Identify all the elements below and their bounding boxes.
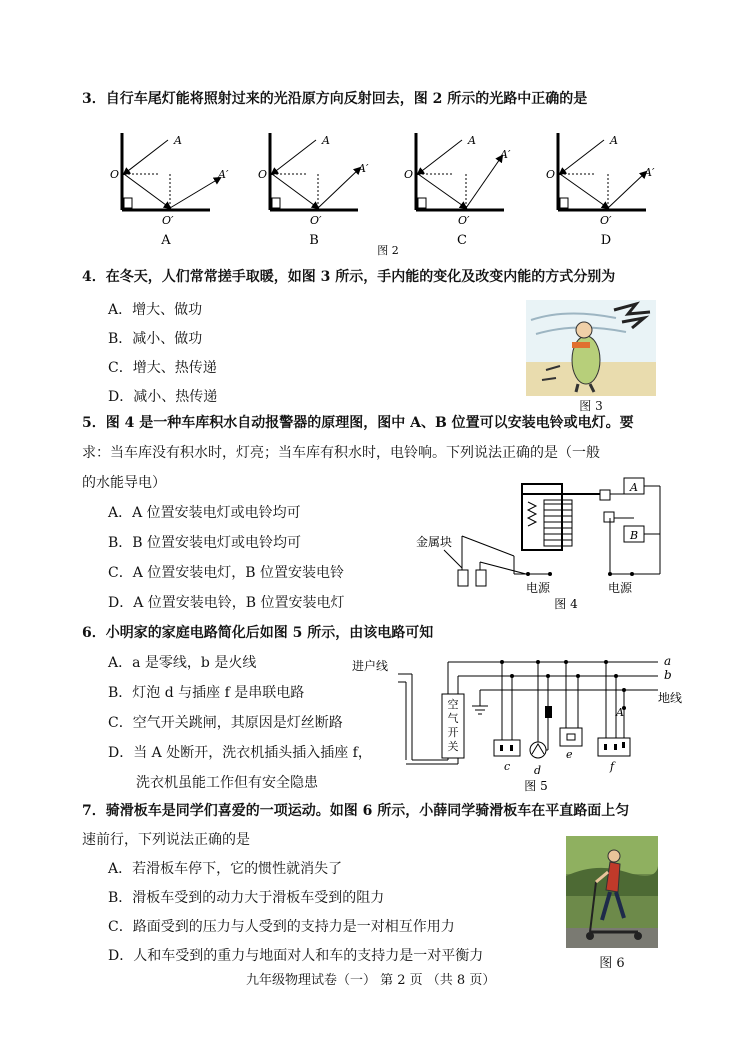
q4-option-d: D．减小、热传递 — [108, 389, 218, 405]
q3-stem: 3．自行车尾灯能将照射过来的光沿原方向反射回去，图 2 所示的光路中正确的是 — [82, 91, 588, 107]
label-a: A — [322, 134, 330, 147]
q5-option-c: C．A 位置安装电灯，B 位置安装电铃 — [108, 565, 345, 581]
q4-stem: 4．在冬天，人们常常搓手取暖，如图 3 所示，手内能的变化及改变内能的方式分别为 — [82, 269, 616, 285]
label-a-prime: A′ — [218, 168, 229, 181]
breaker-char-1: 空 — [447, 698, 459, 711]
label-a: A — [468, 134, 476, 147]
choice-a-label: A — [161, 233, 171, 248]
breaker-char-2: 气 — [447, 712, 459, 725]
fig4-power-label-1: 电源 — [525, 581, 551, 595]
label-a-prime: A′ — [644, 166, 655, 179]
figure-5-caption: 图 5 — [524, 779, 548, 793]
q6-option-d-continued: 洗衣机虽能工作但有安全隐患 — [136, 775, 318, 791]
diagram-c — [404, 133, 511, 227]
q5-option-d: D．A 位置安装电铃，B 位置安装电灯 — [108, 595, 345, 611]
page-footer: 九年级物理试卷（一） 第 2 页 （共 8 页） — [246, 973, 496, 988]
figure-6-caption: 图 6 — [599, 956, 625, 971]
figure-2-caption: 图 2 — [377, 244, 399, 257]
label-a-prime: A′ — [500, 148, 511, 161]
fig5-socket-c-label: c — [504, 760, 511, 773]
fig4-box-b: B — [629, 529, 639, 542]
fig4-box-a: A — [630, 481, 638, 494]
q7-option-d: D．人和车受到的重力与地面对人和车的支持力是一对平衡力 — [108, 948, 484, 964]
q4-option-b: B．减小、做功 — [108, 331, 203, 347]
label-o-prime: O′ — [458, 214, 470, 227]
fig5-ground-label: 地线 — [658, 691, 683, 705]
label-o-prime: O′ — [162, 214, 174, 227]
q4-option-c: C．增大、热传递 — [108, 360, 217, 376]
q6-option-b: B．灯泡 d 与插座 f 是串联电路 — [108, 685, 305, 701]
figure-2 — [100, 128, 680, 258]
breaker-char-3: 开 — [447, 726, 459, 739]
q6-stem: 6．小明家的家庭电路简化后如图 5 所示，由该电路可知 — [82, 625, 434, 641]
choice-c-label: C — [457, 233, 467, 248]
label-o-prime: O′ — [600, 214, 612, 227]
fig5-line-a-label: a — [664, 654, 672, 668]
figure-6-photo — [566, 836, 658, 948]
q7-stem-line-2: 速前行，下列说法正确的是 — [82, 832, 250, 848]
q7-option-b: B．滑板车受到的动力大于滑板车受到的阻力 — [108, 890, 385, 906]
q4-option-a: A．增大、做功 — [108, 302, 203, 318]
label-a: A — [174, 134, 182, 147]
diagram-b — [258, 133, 369, 227]
fig5-lamp-d-label: d — [534, 764, 542, 777]
breaker-char-4: 关 — [447, 740, 459, 753]
q7-option-a: A．若滑板车停下，它的惯性就消失了 — [108, 861, 343, 877]
label-o: O — [258, 168, 268, 181]
fig5-socket-f-label: f — [610, 760, 615, 773]
label-o: O — [110, 168, 120, 181]
choice-d-label: D — [600, 233, 612, 248]
figure-3-illustration — [526, 300, 656, 396]
choice-b-label: B — [309, 233, 319, 248]
q5-option-a: A．A 位置安装电灯或电铃均可 — [108, 505, 301, 521]
figure-4-circuit — [414, 466, 670, 616]
fig5-e-label: e — [566, 748, 573, 761]
fig5-point-a-label: A — [616, 706, 624, 719]
q5-stem-line-1: 5．图 4 是一种车库积水自动报警器的原理图，图中 A、B 位置可以安装电铃或电灯。要 — [82, 415, 634, 431]
q5-option-b: B．B 位置安装电灯或电铃均可 — [108, 535, 302, 551]
label-o: O — [404, 168, 414, 181]
fig5-line-b-label: b — [664, 668, 672, 682]
q6-option-c: C．空气开关跳闸，其原因是灯丝断路 — [108, 715, 343, 731]
q7-stem-line-1: 7．骑滑板车是同学们喜爱的一项运动。如图 6 所示，小薛同学骑滑板车在平直路面上匀 — [82, 803, 630, 819]
q5-stem-line-2: 求：当车库没有积水时，灯亮；当车库有积水时，电铃响。下列说法正确的是（一般 — [82, 445, 600, 461]
q6-option-a: A．a 是零线，b 是火线 — [108, 655, 257, 671]
figure-4-caption: 图 4 — [554, 597, 578, 611]
fig4-power-label-2: 电源 — [607, 581, 633, 595]
label-a-prime: A′ — [358, 162, 369, 175]
figure-3-caption: 图 3 — [579, 399, 603, 413]
diagram-a — [110, 133, 229, 227]
fig5-inlet-label: 进户线 — [352, 659, 389, 673]
diagram-d — [546, 133, 655, 227]
q7-option-c: C．路面受到的压力与人受到的支持力是一对相互作用力 — [108, 919, 455, 935]
figure-5-circuit — [352, 650, 698, 800]
label-a: A — [610, 134, 618, 147]
label-o: O — [546, 168, 556, 181]
q5-stem-line-3: 的水能导电） — [82, 475, 166, 491]
label-o-prime: O′ — [310, 214, 322, 227]
fig4-metal-block-label: 金属块 — [416, 535, 453, 549]
q6-option-d: D．当 A 处断开，洗衣机插头插入插座 f， — [108, 745, 372, 761]
